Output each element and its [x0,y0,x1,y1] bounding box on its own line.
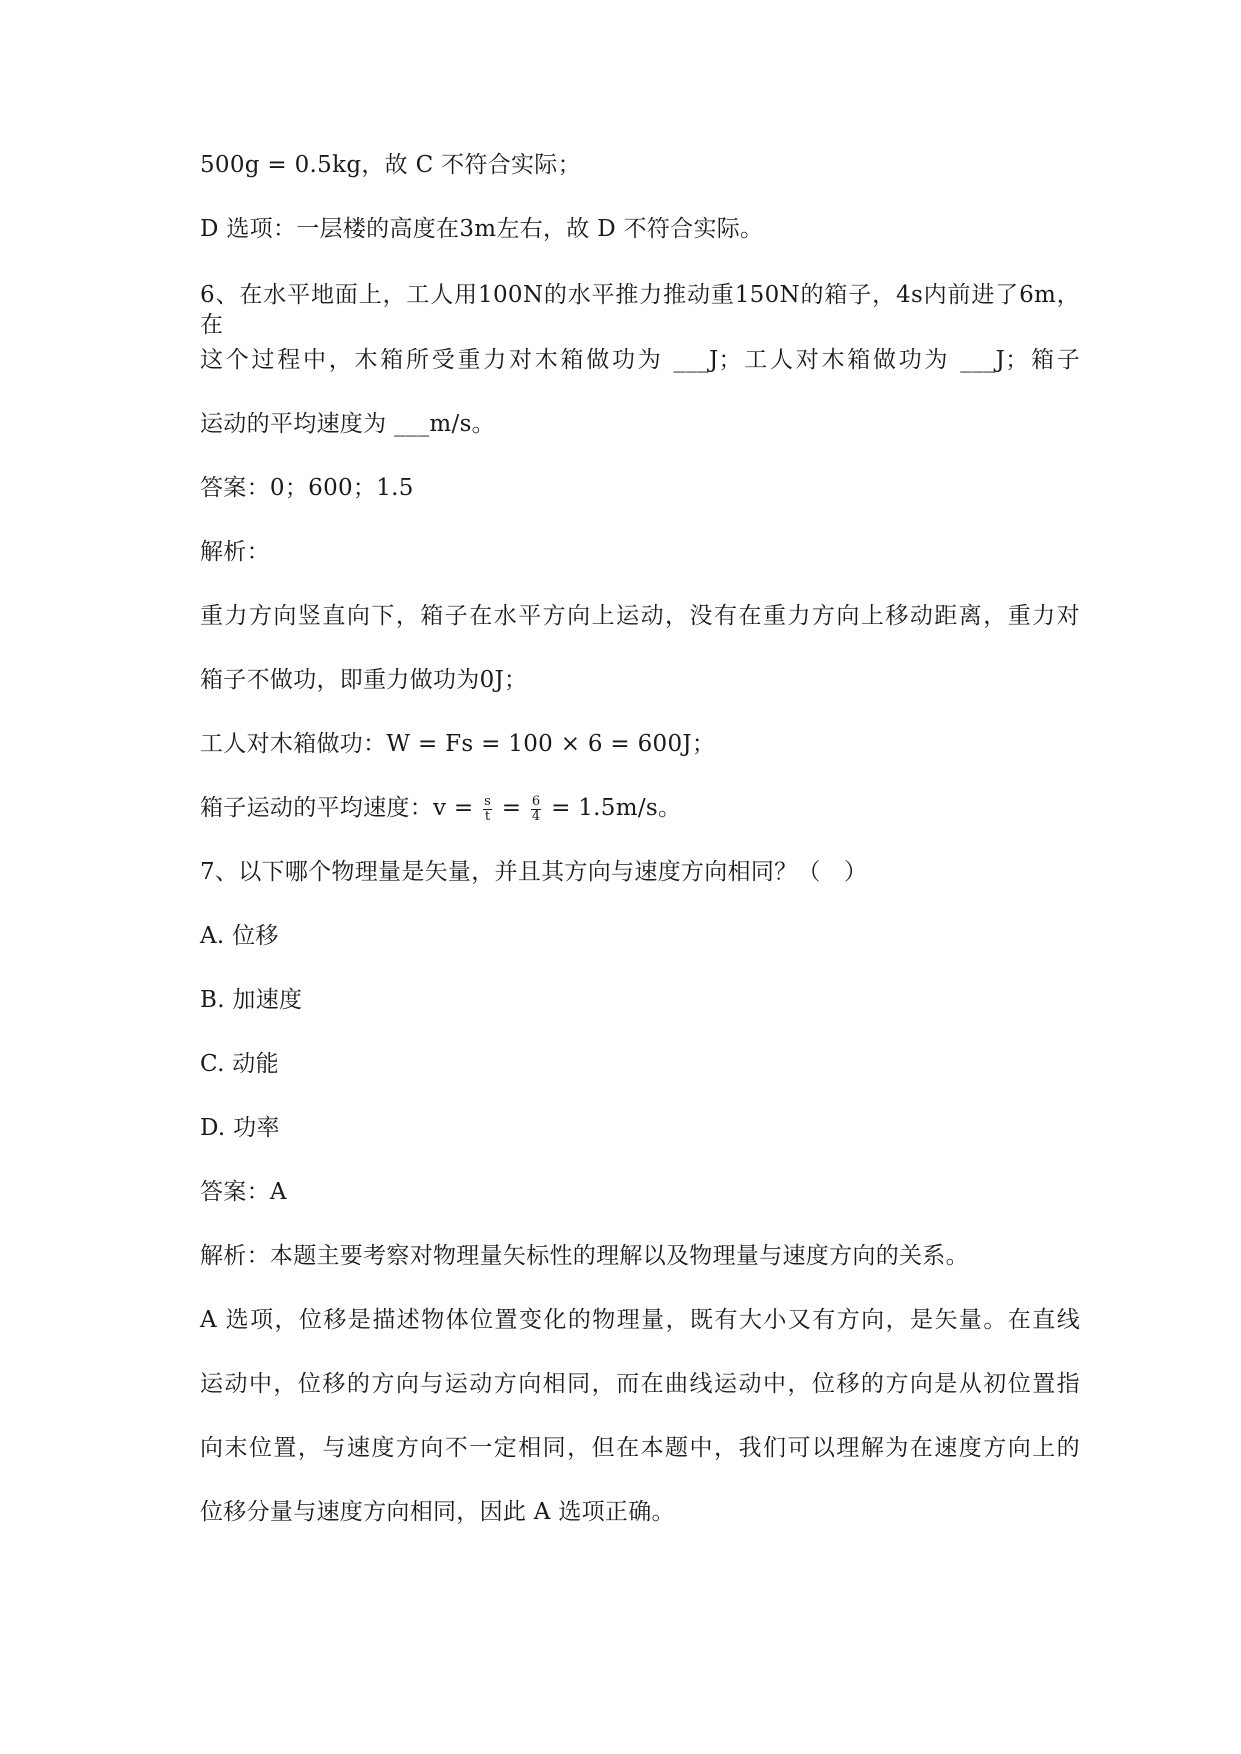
question-6-velocity-formula [200,793,1080,824]
fraction-6-over-4 [531,795,542,824]
question-7-analysis-line-3: 向末位置，与速度方向不一定相同，但在本题中，我们可以理解为在速度方向上的 [200,1435,1080,1461]
question-7-option-c: C. 动能 [200,1051,279,1077]
velocity-result: = 1.5m/s。 [543,795,682,821]
question-7-option-a: A. 位移 [200,923,279,949]
question-7-answer: 答案：A [200,1179,287,1205]
question-7-option-d: D. 功率 [200,1115,280,1141]
fraction-denominator: 4 [531,808,541,824]
question-6-line-1: 6、在水平地面上，工人用100N的水平推力推动重150N的箱子，4s内前进了6m，在 [200,282,1080,338]
question-6-line-3: 运动的平均速度为 ___m/s。 [200,411,495,437]
equals-sign: = [494,795,529,821]
fraction-numerator: 6 [531,793,541,809]
question-6-line-2: 这个过程中，木箱所受重力对木箱做功为 ___J；工人对木箱做功为 ___J；箱子 [200,347,1080,373]
fraction-denominator: t [484,808,491,824]
question-6-analysis-line-2: 箱子不做功，即重力做功为0J； [200,667,528,693]
question-7-analysis-line-4: 位移分量与速度方向相同，因此 A 选项正确。 [200,1499,675,1525]
question-7-stem: 7、以下哪个物理量是矢量，并且其方向与速度方向相同？（ ） [200,859,868,885]
question-6-work-formula: 工人对木箱做功：W = Fs = 100 × 6 = 600J； [200,731,716,757]
text-line-c-option-conclusion: 500g = 0.5kg，故 C 不符合实际； [200,152,581,178]
question-6-answer: 答案：0；600；1.5 [200,475,414,501]
question-6-analysis-label: 解析： [200,539,270,565]
text-line-d-option: D 选项：一层楼的高度在3m左右，故 D 不符合实际。 [200,216,764,242]
question-7-analysis-line-1: A 选项，位移是描述物体位置变化的物理量，既有大小又有方向，是矢量。在直线 [200,1307,1080,1333]
question-7-option-b: B. 加速度 [200,987,303,1013]
fraction-numerator: s [484,793,492,809]
velocity-prefix: 箱子运动的平均速度：v = [200,795,482,821]
question-7-analysis-intro: 解析：本题主要考察对物理量矢标性的理解以及物理量与速度方向的关系。 [200,1243,969,1269]
fraction-s-over-t [483,795,492,824]
question-7-analysis-line-2: 运动中，位移的方向与运动方向相同，而在曲线运动中，位移的方向是从初位置指 [200,1371,1080,1397]
question-6-analysis-line-1: 重力方向竖直向下，箱子在水平方向上运动，没有在重力方向上移动距离，重力对 [200,603,1080,629]
